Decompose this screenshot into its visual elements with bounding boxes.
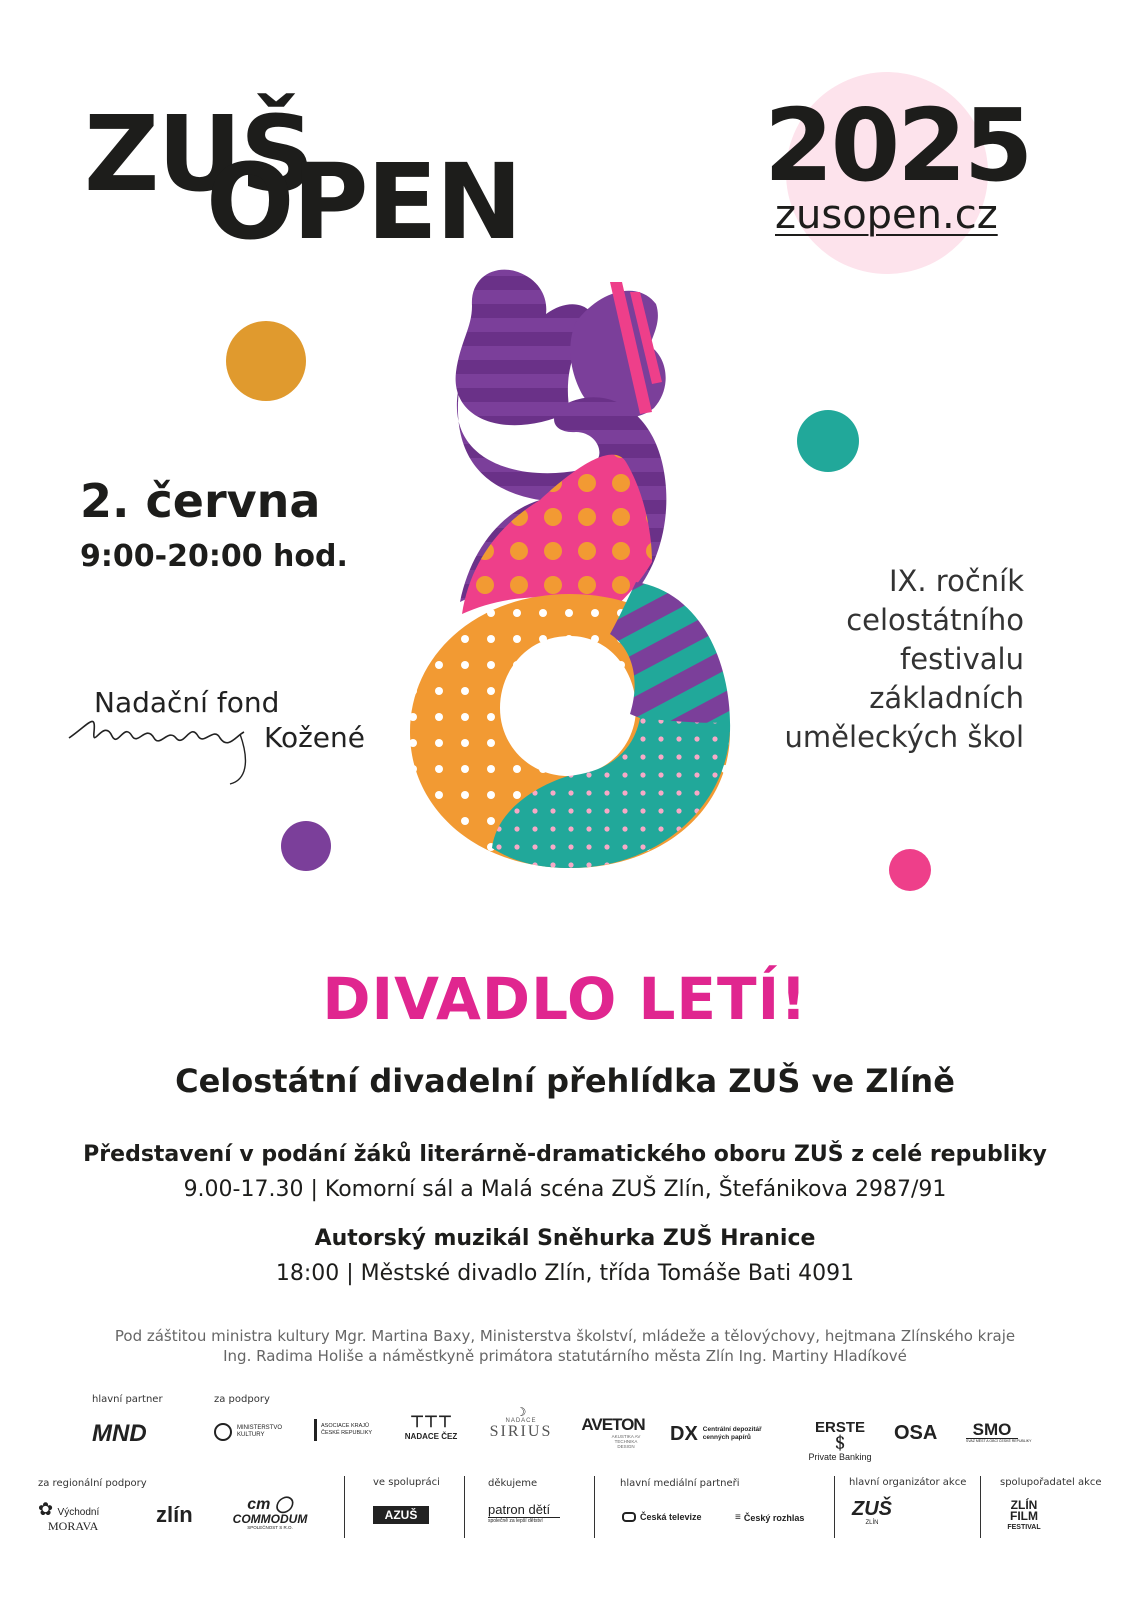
- zff-line-3: FESTIVAL: [1007, 1524, 1041, 1531]
- logo-regions: [314, 1419, 379, 1441]
- patronage-line-2: Ing. Radima Holiše a náměstkyně primátora statutárního města Zlín Ing. Martiny Hladíkové: [223, 1347, 907, 1365]
- edition-line: základních: [869, 681, 1024, 715]
- commodum-sub: SPOLEČNOST S R.O.: [247, 1525, 293, 1530]
- label-thanks: děkujeme: [488, 1478, 538, 1489]
- erste-text: ERSTE: [814, 1419, 865, 1436]
- zus-symbol-graphic: [400, 262, 740, 874]
- ct-name: Česká televize: [640, 1512, 702, 1522]
- label-regional-support: za regionální podpory: [38, 1478, 147, 1489]
- sirius-name: SIRIUS: [489, 1423, 553, 1440]
- vychodni-name: Východní: [57, 1507, 100, 1518]
- zff-line-1: ZLÍN: [1010, 1498, 1038, 1512]
- sirius-top: NADACE: [505, 1418, 537, 1424]
- smo-name: SMO: [966, 1421, 1018, 1439]
- label-media-partners: hlavní mediální partneři: [620, 1478, 740, 1489]
- logo-cez: [398, 1414, 464, 1441]
- zus-zlin-name: ZLÍN: [865, 1520, 879, 1526]
- logo-smo: [966, 1420, 1032, 1443]
- cr-name: Český rozhlas: [743, 1512, 805, 1523]
- morava-name: MORAVA: [48, 1519, 99, 1533]
- commodum-emblem-icon: cm ◯: [247, 1496, 293, 1513]
- vychodni-flower-icon: ✿: [38, 1499, 54, 1519]
- ministry-emblem-icon: [214, 1423, 232, 1441]
- logo-zlin: zlín: [156, 1502, 193, 1527]
- logo-azus: AZUŠ: [373, 1506, 429, 1524]
- label-support: za podpory: [214, 1394, 270, 1405]
- edition-line: uměleckých škol: [784, 720, 1024, 754]
- cdcp-emblem-icon: DX: [670, 1423, 698, 1445]
- subtitle: Celostátní divadelní přehlídka ZUŠ ve Zlíně: [175, 1062, 955, 1100]
- headline: DIVADLO LETÍ!: [322, 965, 808, 1033]
- label-organizer: hlavní organizátor akce: [849, 1477, 967, 1488]
- ministry-name: MINISTERSTVO KULTURY: [237, 1425, 283, 1438]
- year: 2025: [764, 87, 1031, 204]
- decor-circle-teal: [797, 410, 859, 472]
- event-title-1: Představení v podání žáků literárně-dramatického oboru ZUŠ z celé republiky: [83, 1142, 1047, 1167]
- website-link[interactable]: zusopen.cz: [775, 192, 998, 238]
- cr-emblem-icon: ≡: [735, 1512, 741, 1523]
- event-date: 2. června: [80, 474, 321, 528]
- event-title-2: Autorský muzikál Sněhurka ZUŠ Hranice: [314, 1226, 816, 1251]
- foundation-surname: Kožené: [264, 721, 365, 754]
- logo-cr: [735, 1512, 804, 1523]
- logo-zlin-film-festival: [1004, 1500, 1044, 1533]
- erste-sub: Private Banking: [808, 1452, 872, 1462]
- cez-name: NADACE ČEZ: [404, 1432, 458, 1441]
- edition-line: festivalu: [900, 642, 1024, 676]
- commodum-name: COMMODUM: [232, 1512, 308, 1526]
- edition-text: [720, 562, 1024, 757]
- logo-osa: OSA: [894, 1422, 938, 1444]
- decor-circle-orange: [226, 321, 306, 401]
- cez-emblem-icon: ⊤⊤⊤: [410, 1414, 452, 1431]
- erste-s-icon: ＄: [832, 1435, 848, 1452]
- patronage-line-1: Pod záštitou ministra kultury Mgr. Martina Baxy, Ministerstva školství, mládeže a tělovýchovy, hejtmana Zlínského kraje: [114, 1327, 1016, 1345]
- edition-line: IX. ročník: [888, 564, 1024, 598]
- event-detail-2: 18:00 | Městské divadlo Zlín, třída Tomáše Bati 4091: [275, 1261, 855, 1286]
- event-detail-1: 9.00-17.30 | Komorní sál a Malá scéna ZUŠ Zlín, Štefánikova 2987/91: [183, 1177, 947, 1202]
- smo-sub: SVAZ MĚST A OBCÍ ČESKÉ REPUBLIKY: [966, 1439, 1032, 1443]
- decor-circle-pink: [889, 849, 931, 891]
- cdcp-name: Centrální depozitář cenných papírů: [702, 1426, 762, 1441]
- patron-sub: společně za lepší dětství: [488, 1518, 543, 1524]
- foundation-name: Nadační fond: [94, 686, 280, 719]
- patron-name: patron dětí: [488, 1503, 560, 1518]
- separator: [344, 1476, 345, 1538]
- logo-vychodni-morava: [38, 1500, 118, 1532]
- separator: [594, 1476, 595, 1538]
- logo-patron: [488, 1503, 560, 1524]
- label-main-partner: hlavní partner: [92, 1394, 163, 1405]
- ct-emblem-icon: [622, 1512, 636, 1522]
- regions-emblem-icon: [314, 1419, 317, 1441]
- aveton-sub: AKUSTIKA AV TECHNIKA DESIGN: [611, 1434, 641, 1449]
- aveton-name: AVETON: [581, 1415, 645, 1434]
- label-cooperation: ve spolupráci: [373, 1477, 440, 1488]
- label-co-organizer: spolupořadatel akce: [1000, 1477, 1102, 1488]
- logo-ct: [622, 1512, 702, 1522]
- zff-line-2: FILM: [1010, 1509, 1038, 1523]
- sirius-star-icon: ☽: [515, 1405, 527, 1419]
- regions-name: ASOCIACE KRAJŮ ČESKÉ REPUBLIKY: [321, 1423, 373, 1436]
- logo-mnd: MND: [92, 1420, 147, 1447]
- logo-erste: [806, 1420, 874, 1462]
- event-time: 9:00-20:00 hod.: [80, 539, 348, 574]
- logo-open: OPEN: [206, 141, 521, 263]
- logo-commodum: [226, 1497, 314, 1530]
- logo-aveton: [578, 1416, 648, 1449]
- separator: [464, 1476, 465, 1538]
- erste-name: [806, 1420, 874, 1452]
- logo-ministry: [214, 1423, 285, 1441]
- decor-circle-purple: [281, 821, 331, 871]
- logo-zus: ZUŠ: [84, 93, 313, 215]
- zus-zlin-emblem-icon: ZUŠ: [852, 1498, 892, 1520]
- foundation-signature: [64, 702, 264, 792]
- separator: [834, 1476, 835, 1538]
- logo-sirius: [486, 1406, 556, 1440]
- separator: [980, 1476, 981, 1538]
- logo-cdcp: [670, 1424, 775, 1444]
- logo-zus-zlin: [852, 1498, 892, 1526]
- edition-line: celostátního: [846, 603, 1024, 637]
